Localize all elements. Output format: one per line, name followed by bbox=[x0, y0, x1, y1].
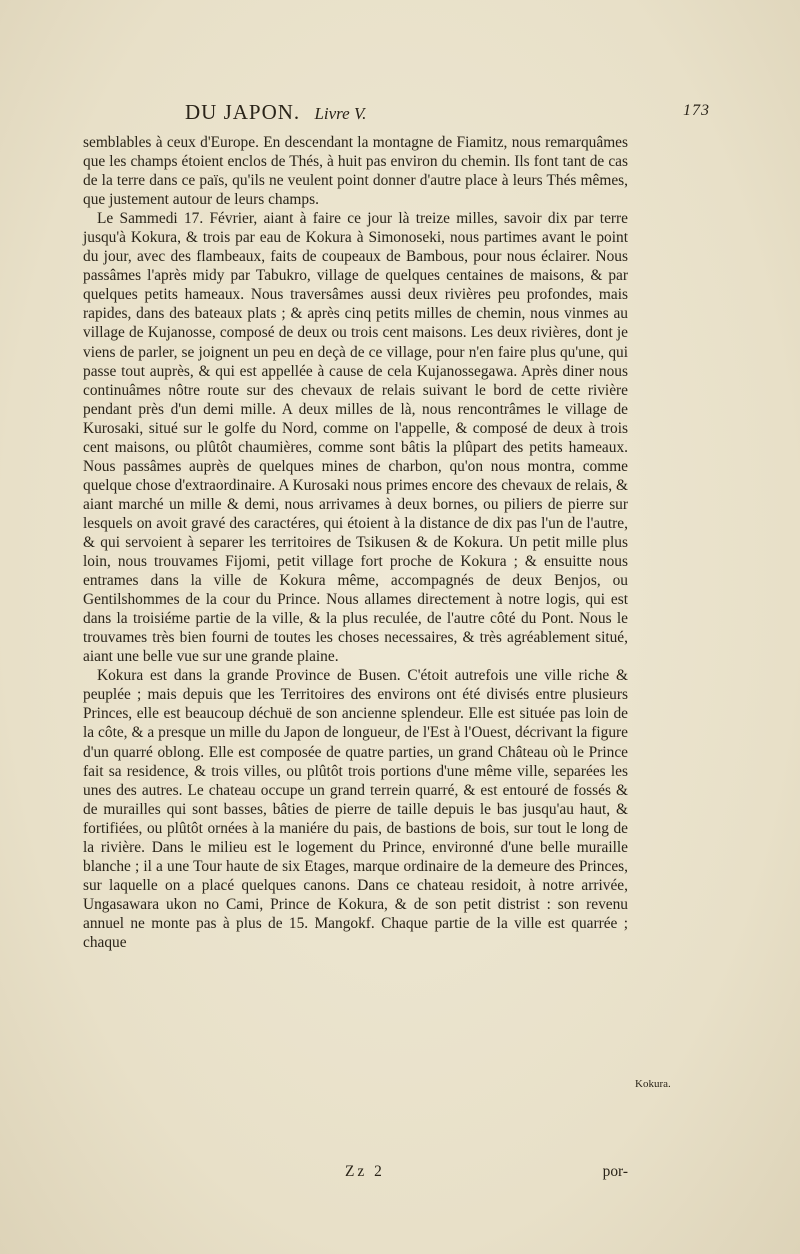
paragraph-1: semblables à ceux d'Europe. En descendant la montagne de Fiamitz, nous remarquâmes que les champs étoient enclos de Thés, à huit pas environ du chemin. Ils font tant de cas de la terre dans ce païs, qu'ils ne veulent point donner d'autre place à leurs Thés mêmes, que justement autour de leurs champs. bbox=[83, 134, 628, 209]
running-title-text: DU JAPON. bbox=[185, 100, 301, 124]
body-text bbox=[83, 133, 628, 952]
margin-note: Kokura. bbox=[635, 1078, 671, 1090]
running-title bbox=[185, 100, 366, 125]
book-number: Livre V. bbox=[314, 104, 367, 123]
page-footer bbox=[83, 1163, 628, 1183]
catchword: por- bbox=[602, 1163, 628, 1180]
page-number: 173 bbox=[683, 102, 710, 119]
paragraph-3: Kokura est dans la grande Province de Busen. C'étoit autrefois une ville riche & peuplée ; mais depuis que les Territoires des environs ont été divisés entre plusieurs Princes, elle est beaucoup déchuë de son ancienne splendeur. Elle est située pas loin de la côte, & a presque un mille du Japon de longueur, de l'Est à l'Ouest, décrivant la figure d'un quarré oblong. Elle est composée de quatre parties, un grand Château où le Prince fait sa residence, & trois villes, ou plûtôt trois portions d'une même ville, separées les unes des autres. Le chateau occupe un grand terrein quarré, & est entouré de fossés & de murailles qui sont basses, bâties de pierre de taille depuis le bas jusqu'au haut, & fortifiées, ou plûtôt ornées à la maniére du pais, de bastions de bois, sur tout le long de la rivière. Dans le milieu est le logement du Prince, environné d'une belle muraille blanche ; il a une Tour haute de six Etages, marque ordinaire de la demeure des Princes, sur laquelle on a placé quelques canons. Dans ce chateau residoit, à notre arrivée, Ungasawara ukon no Cami, Prince de Kokura, & de son petit distrist : son revenu annuel ne monte pas à plus de 15. Mangokf. Chaque partie de la ville est quarrée ; chaque bbox=[83, 667, 628, 951]
paragraph-2: Le Sammedi 17. Février, aiant à faire ce jour là treize milles, savoir dix par terre jusqu'à Kokura, & trois par eau de Kokura à Simonoseki, nous partimes avant le point du jour, avec des flambeaux, faits de coupeaux de Bambous, pour nous éclairer. Nous passâmes l'après midy par Tabukro, village de quelques centaines de maisons, & par quelques petits hameaux. Nous traversâmes aussi deux rivières peu profondes, mais rapides, dans des bateaux plats ; & après cinq petits milles de chemin, nous vinmes au village de Kujanosse, composé de deux ou trois cent maisons. Les deux rivières, dont je viens de parler, se joignent un peu en deçà de ce village, pour n'en faire plus qu'une, qui passe tout auprès, & qui est appellée à cause de cela Kujanossegawa. Après diner nous continuâmes nôtre route sur des chevaux de relais suivant le bord de cette rivière pendant près d'un demi mille. A deux milles de là, nous rencontrâmes le village de Kurosaki, situé sur le golfe du Nord, comme on l'appelle, & composé de deux à trois cent maisons, ou plûtôt chaumières, comme sont bâtis la plûpart des petits hameaux. Nous passâmes auprès de quelques mines de charbon, qu'on nous montra, comme quelque chose d'extraordinaire. A Kurosaki nous primes encore des chevaux de relais, & aiant marché un mille & demi, nous arrivames à deux bornes, ou piliers de pierre sur lesquels on avoit gravé des caractéres, qui étoient à la distance de dix pas l'un de l'autre, & qui servoient à separer les territoires de Tsikusen & de Kokura. Un petit mille plus loin, nous trouvames Fijomi, petit village fort proche de Kokura ; & ensuitte nous entrames dans la ville de Kokura même, accompagnés de deux Benjos, ou Gentilshommes de la cour du Prince. Nous allames directement à notre logis, qui est dans la troisiéme partie de la ville, & la plus reculée, de l'autre côté du Pont. Nous le trouvames très bien fourni de toutes les choses necessaires, & très agréablement situé, aiant une belle vue sur une grande plaine. bbox=[83, 210, 628, 666]
page-header bbox=[185, 100, 710, 128]
signature-mark: Zz 2 bbox=[345, 1163, 385, 1180]
